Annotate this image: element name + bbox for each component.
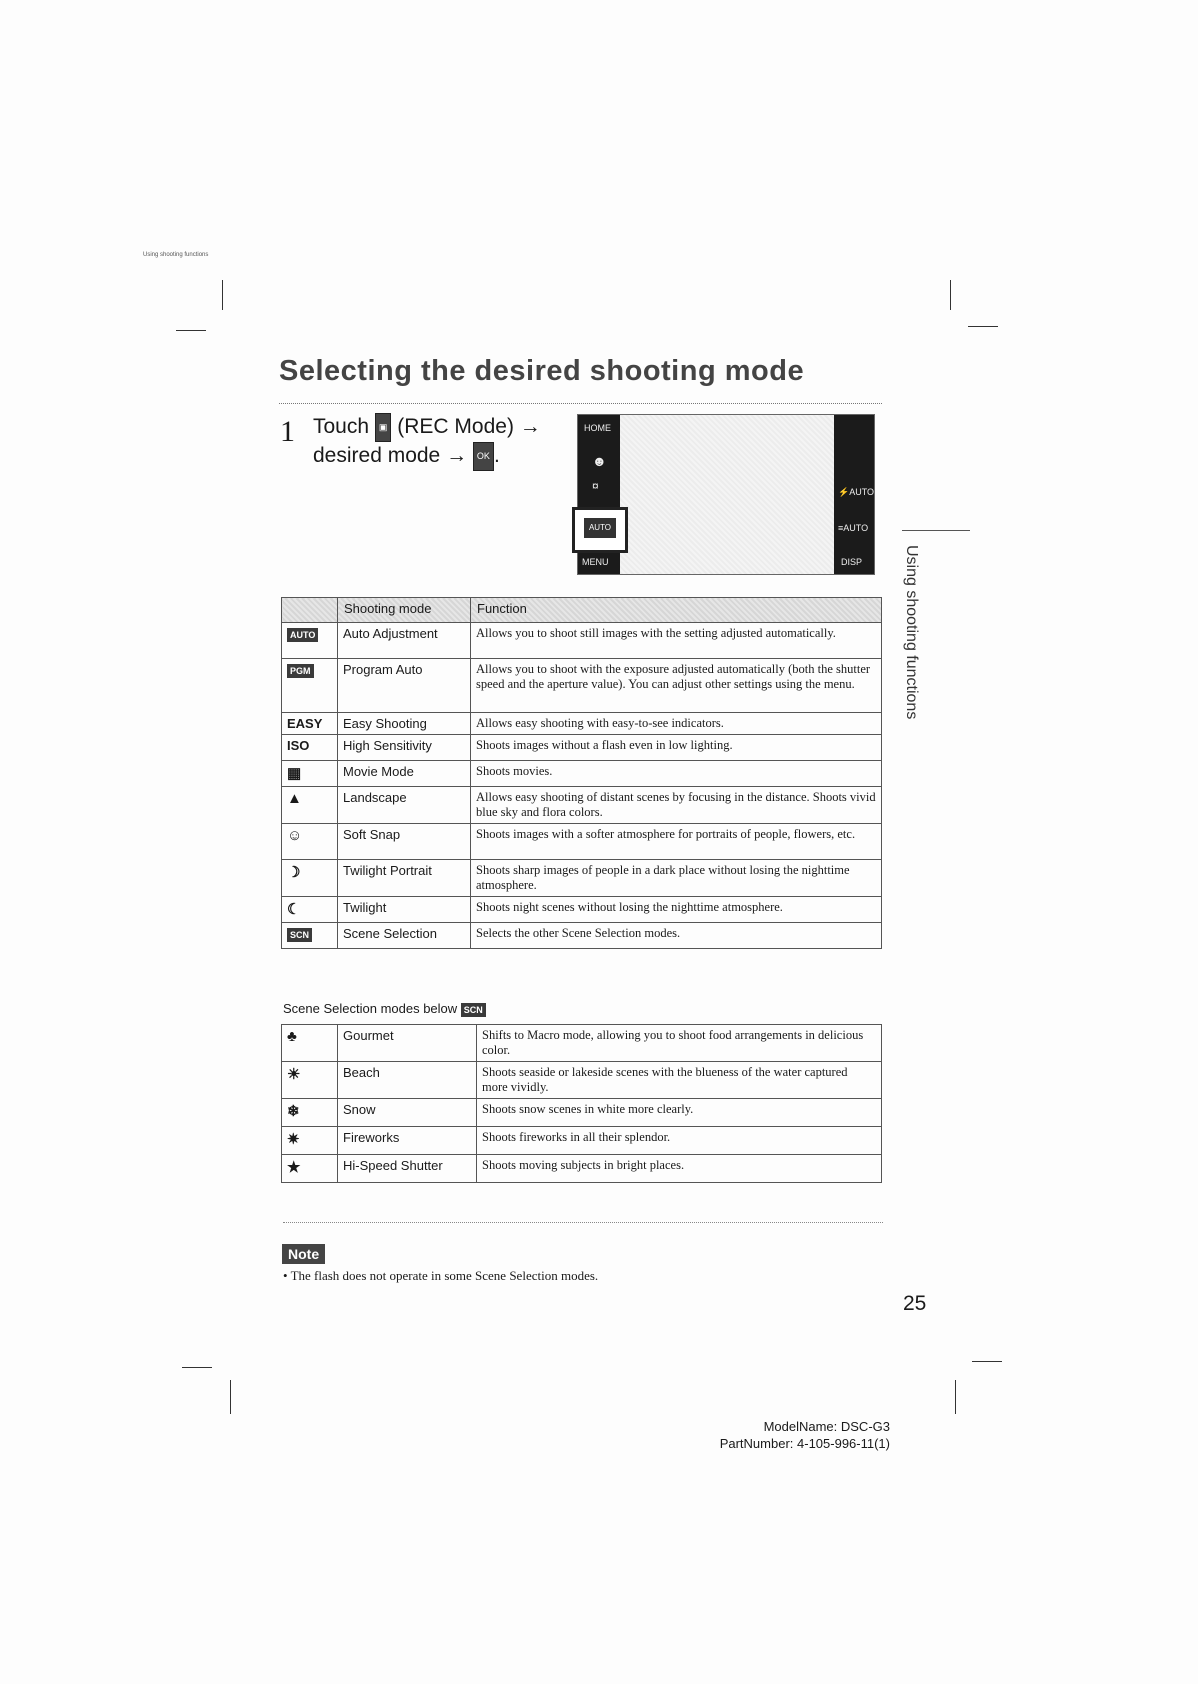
table-row <box>282 1025 882 1062</box>
page-title: Selecting the desired shooting mode <box>279 355 805 387</box>
mode-icon-cell <box>282 1025 338 1062</box>
mode-name: Beach <box>338 1062 477 1099</box>
mode-name: Movie Mode <box>338 761 471 787</box>
note-badge: Note <box>282 1244 325 1264</box>
scn-icon: SCN <box>461 1003 486 1017</box>
soft-snap-icon: ☺ <box>287 827 303 844</box>
iso-icon: ISO <box>287 738 310 753</box>
mode-icon-cell <box>282 860 338 897</box>
mode-icon-cell <box>282 659 338 713</box>
twilight-portrait-icon: ☽ <box>287 864 301 881</box>
mode-function: Shoots images with a softer atmosphere for portraits of people, flowers, etc. <box>471 824 882 860</box>
mode-name: Landscape <box>338 787 471 824</box>
mode-name: Fireworks <box>338 1127 477 1155</box>
mode-icon-cell <box>282 1155 338 1183</box>
mode-function: Allows you to shoot still images with the setting adjusted automatically. <box>471 623 882 659</box>
side-tab: Using shooting functions <box>903 545 920 720</box>
snow-icon: ❄ <box>287 1103 300 1120</box>
mode-icon-cell <box>282 1099 338 1127</box>
table-row <box>282 824 882 860</box>
scene-selection-table <box>281 1024 882 1183</box>
mode-function: Shifts to Macro mode, allowing you to shoot food arrangements in delicious color. <box>477 1025 882 1062</box>
mode-icon-cell <box>282 1062 338 1099</box>
pgm-icon: PGM <box>287 664 314 678</box>
gourmet-icon: ♣ <box>287 1028 297 1045</box>
table-row <box>282 1099 882 1127</box>
mode-function: Allows easy shooting with easy-to-see indicators. <box>471 713 882 735</box>
crop-mark <box>968 326 998 327</box>
rec-mode-selector <box>572 507 628 553</box>
step-line2-pre: desired mode → <box>313 444 468 468</box>
mode-name: Auto Adjustment <box>338 623 471 659</box>
step-line1-post: (REC Mode) → <box>397 415 541 439</box>
mode-name: Program Auto <box>338 659 471 713</box>
mode-function: Shoots night scenes without losing the nighttime atmosphere. <box>471 897 882 923</box>
easy-icon: EASY <box>287 716 323 731</box>
table-row <box>282 1127 882 1155</box>
mode-icon-cell <box>282 713 338 735</box>
crop-mark <box>176 330 206 331</box>
disp-label: DISP <box>841 557 863 567</box>
table-row <box>282 761 882 787</box>
movie-icon: ▦ <box>287 765 302 782</box>
mode-function: Shoots fireworks in all their splendor. <box>477 1127 882 1155</box>
auto-review-icon: ≡AUTO <box>838 523 869 533</box>
scene-label-text: Scene Selection modes below <box>283 1001 458 1016</box>
mode-function: Shoots movies. <box>471 761 882 787</box>
hi-speed-shutter-icon: ★ <box>287 1159 301 1176</box>
mode-function: Selects the other Scene Selection modes. <box>471 923 882 949</box>
crop-mark <box>222 280 223 310</box>
crop-mark <box>182 1367 212 1368</box>
mode-icon-cell <box>282 1127 338 1155</box>
mode-icon-cell <box>282 824 338 860</box>
crop-mark <box>972 1361 1002 1362</box>
step-number: 1 <box>280 415 295 448</box>
scene-selection-label <box>283 1001 486 1017</box>
table-row <box>282 923 882 949</box>
fireworks-icon: ✷ <box>287 1131 300 1148</box>
mode-function: Shoots images without a flash even in low lighting. <box>471 735 882 761</box>
mode-icon-cell <box>282 735 338 761</box>
side-tab-rule <box>902 530 970 531</box>
title-rule <box>279 403 882 404</box>
table-header-row <box>282 598 882 623</box>
smile-icon: ☻ <box>592 453 607 469</box>
step-line1-pre: Touch <box>313 415 370 439</box>
camera-right-bar <box>834 415 874 574</box>
note-text: • The flash does not operate in some Scene Selection modes. <box>283 1268 599 1283</box>
mode-icon-cell <box>282 787 338 824</box>
home-label: HOME <box>584 423 611 433</box>
mode-function: Shoots seaside or lakeside scenes with the blueness of the water captured more vividly. <box>477 1062 882 1099</box>
page-number: 25 <box>903 1292 927 1315</box>
mode-function: Shoots snow scenes in white more clearly. <box>477 1099 882 1127</box>
menu-label: MENU <box>582 557 609 567</box>
table-row <box>282 713 882 735</box>
header-shooting-mode: Shooting mode <box>338 598 471 623</box>
mode-icon-cell <box>282 761 338 787</box>
mode-name: Soft Snap <box>338 824 471 860</box>
scn-icon: SCN <box>287 928 312 942</box>
mode-function: Shoots moving subjects in bright places. <box>477 1155 882 1183</box>
mode-name: Twilight Portrait <box>338 860 471 897</box>
mode-name: High Sensitivity <box>338 735 471 761</box>
mode-function: Shoots sharp images of people in a dark place without losing the nighttime atmosphere. <box>471 860 882 897</box>
footer-rule <box>283 1222 883 1223</box>
mode-icon-cell <box>282 623 338 659</box>
header-function: Function <box>471 598 882 623</box>
table-row <box>282 1062 882 1099</box>
twilight-icon: ☾ <box>287 901 301 918</box>
mode-name: Twilight <box>338 897 471 923</box>
model-name: ModelName: DSC-G3 <box>763 1419 890 1434</box>
model-info <box>720 1418 890 1452</box>
mode-function: Allows easy shooting of distant scenes by focusing in the distance. Shoots vivid blue sky and flora colors. <box>471 787 882 824</box>
table-row <box>282 787 882 824</box>
flash-auto-icon: ⚡AUTO <box>838 487 875 497</box>
auto-selected-icon: AUTO <box>584 518 616 538</box>
running-header: Using shooting functions <box>143 252 209 258</box>
mode-icon-cell <box>282 923 338 949</box>
landscape-icon: ▲ <box>287 790 302 807</box>
camera-screen-illustration <box>577 414 875 575</box>
mode-name: Easy Shooting <box>338 713 471 735</box>
mode-name: Snow <box>338 1099 477 1127</box>
mode-name: Hi-Speed Shutter <box>338 1155 477 1183</box>
table-row <box>282 659 882 713</box>
auto-icon: AUTO <box>287 628 318 642</box>
mode-icon-cell <box>282 897 338 923</box>
crop-mark <box>230 1380 231 1414</box>
table-row <box>282 623 882 659</box>
table-row <box>282 1155 882 1183</box>
step-instructions: Touch ▣ (REC Mode) → desired mode → OK . <box>313 413 543 471</box>
crop-mark <box>955 1380 956 1414</box>
table-row <box>282 897 882 923</box>
scene-icon: ¤ <box>592 479 599 493</box>
mode-function: Allows you to shoot with the exposure adjusted automatically (both the shutter speed and the aperture value). You can adjust other settings using the menu. <box>471 659 882 713</box>
table-row <box>282 735 882 761</box>
shooting-mode-table <box>281 597 882 949</box>
crop-mark <box>950 280 951 310</box>
part-number: PartNumber: 4-105-996-11(1) <box>719 1436 890 1451</box>
beach-icon: ☀ <box>287 1066 301 1083</box>
ok-icon: OK <box>473 442 494 471</box>
mode-name: Scene Selection <box>338 923 471 949</box>
header-icon-cell <box>282 598 338 623</box>
rec-mode-icon: ▣ <box>375 413 392 442</box>
mode-name: Gourmet <box>338 1025 477 1062</box>
table-row <box>282 860 882 897</box>
